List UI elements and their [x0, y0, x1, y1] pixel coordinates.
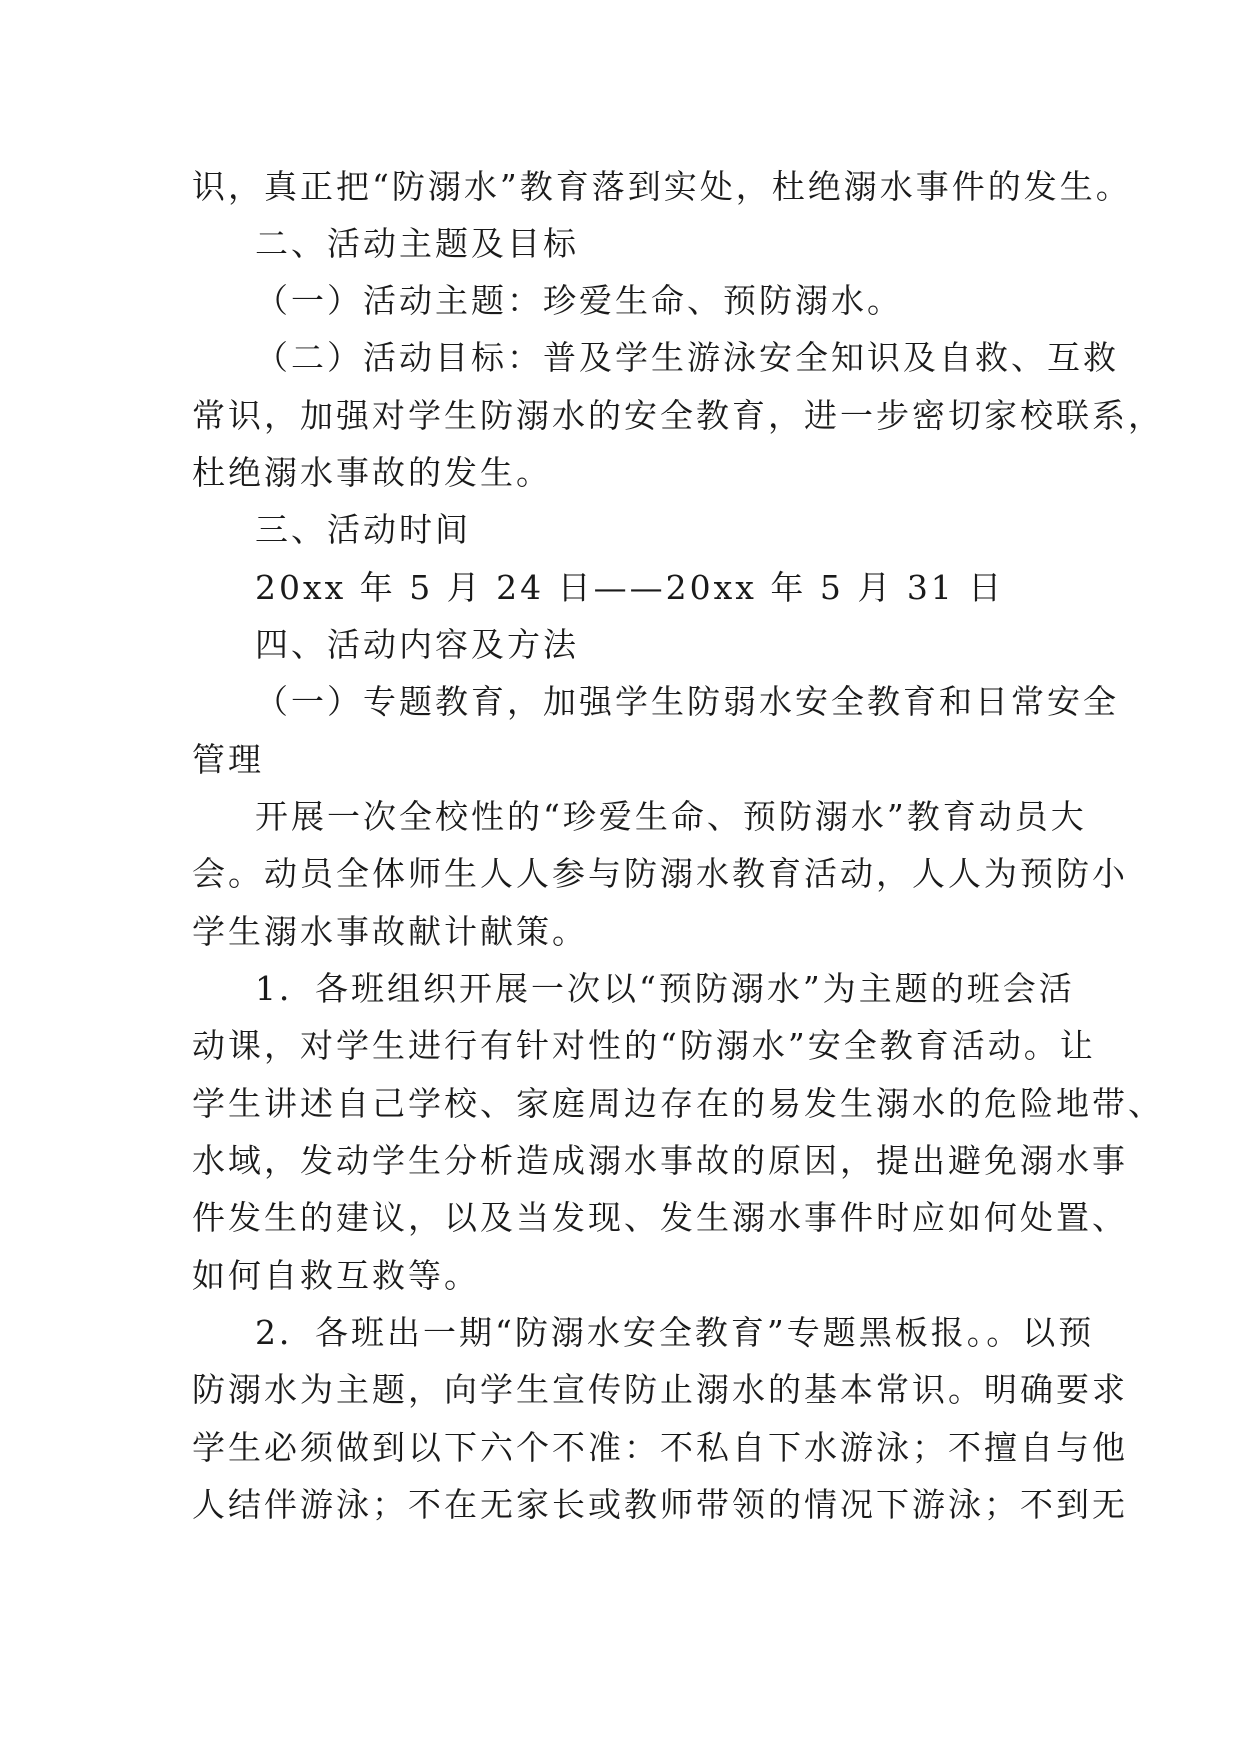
paragraph-line: 水域，发动学生分析造成溺水事故的原因，提出避免溺水事 [192, 1141, 1128, 1180]
paragraph-line: 常识，加强对学生防溺水的安全教育，进一步密切家校联系， [192, 396, 1164, 435]
paragraph-line: 杜绝溺水事故的发生。 [192, 453, 552, 492]
section-heading: 三、活动时间 [255, 510, 471, 549]
paragraph-line: 防溺水为主题，向学生宣传防止溺水的基本常识。明确要求 [192, 1370, 1128, 1409]
paragraph-line: 件发生的建议，以及当发现、发生溺水事件时应如何处置、 [192, 1198, 1128, 1237]
section-heading: 二、活动主题及目标 [255, 224, 579, 263]
paragraph-line: 学生必须做到以下六个不准：不私自下水游泳；不擅自与他 [192, 1428, 1128, 1467]
subsection-heading: （一）活动主题：珍爱生命、预防溺水。 [255, 281, 903, 320]
paragraph-line: 识，真正把“防溺水”教育落到实处，杜绝溺水事件的发生。 [192, 167, 1132, 206]
date-range: 20xx 年 5 月 24 日——20xx 年 5 月 31 日 [255, 568, 1005, 607]
list-item: 1．各班组织开展一次以“预防溺水”为主题的班会活 [255, 969, 1075, 1008]
paragraph-line: 人结伴游泳；不在无家长或教师带领的情况下游泳；不到无 [192, 1485, 1128, 1524]
paragraph-line: （二）活动目标：普及学生游泳安全知识及自救、互救 [255, 338, 1119, 377]
paragraph-line: 会。动员全体师生人人参与防溺水教育活动，人人为预防小 [192, 854, 1128, 893]
paragraph-line: 管理 [192, 740, 264, 779]
subsection-heading: （一）专题教育，加强学生防弱水安全教育和日常安全 [255, 682, 1119, 721]
paragraph-line: 动课，对学生进行有针对性的“防溺水”安全教育活动。让 [192, 1026, 1096, 1065]
section-heading: 四、活动内容及方法 [255, 625, 579, 664]
paragraph-line: 学生讲述自己学校、家庭周边存在的易发生溺水的危险地带、 [192, 1084, 1164, 1123]
paragraph-line: 如何自救互救等。 [192, 1256, 480, 1295]
list-item: 2．各班出一期“防溺水安全教育”专题黑板报。。以预 [255, 1313, 1095, 1352]
paragraph-line: 学生溺水事故献计献策。 [192, 912, 588, 951]
paragraph-line: 开展一次全校性的“珍爱生命、预防溺水”教育动员大 [255, 797, 1087, 836]
